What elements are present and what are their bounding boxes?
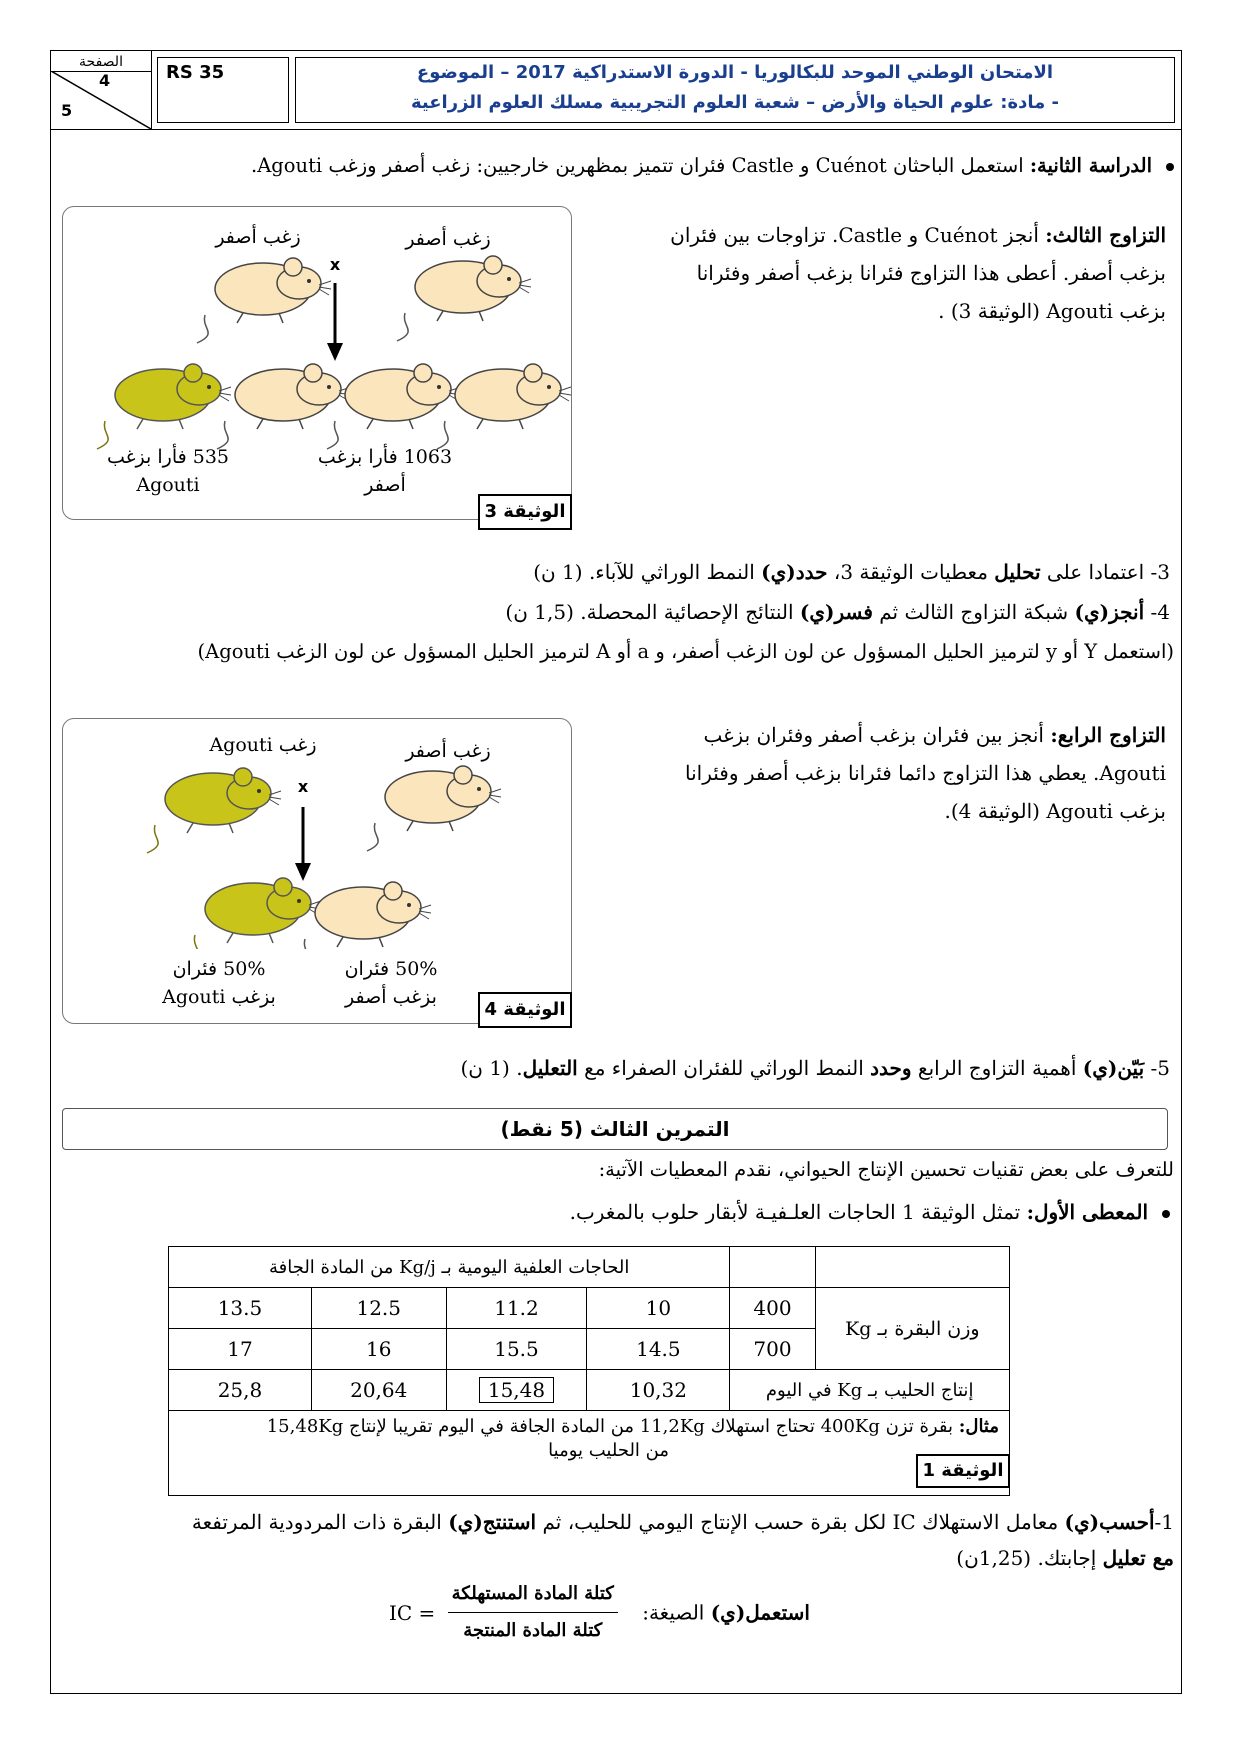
doc4-offspring-yellow-mouse bbox=[297, 882, 431, 949]
q4-pre: 4- bbox=[1144, 600, 1170, 624]
doc3-parent-left-label: زغب أصفر bbox=[215, 226, 301, 248]
doc4-offspring-agouti-mouse bbox=[187, 878, 321, 949]
doc4-parent-mouse-yellow bbox=[367, 766, 501, 851]
doc4-agouti-caption bbox=[139, 955, 299, 1011]
q3-pre: 3- اعتمادا على bbox=[1040, 560, 1170, 584]
given1-title: المعطى الأول: bbox=[1026, 1200, 1148, 1224]
question-4-note: (استعمل Y أو y لترميز الحليل المسؤول عن لون الزغب أصفر، و a أو A لترميز الحليل المسؤول عن لون الزغب Agouti) bbox=[197, 640, 1174, 663]
table-cell: 13.5 bbox=[169, 1288, 312, 1329]
doc3-agouti-caption bbox=[73, 443, 263, 499]
bullet-icon bbox=[1166, 163, 1174, 171]
q4-post: النتائج الإحصائية المحصلة. (1,5 ن) bbox=[505, 600, 800, 624]
question-5 bbox=[64, 1052, 1170, 1084]
doc4-parent-mouse-agouti bbox=[147, 768, 281, 853]
cross3-paragraph bbox=[590, 216, 1166, 330]
given1-text: تمثل الوثيقة 1 الحاجات العلـفيـة لأبقار حلوب بالمغرب. bbox=[569, 1200, 1021, 1224]
doc4-agouti-label: بزغب Agouti bbox=[162, 986, 276, 1008]
cross4-text3: بزغب Agouti (الوثيقة 4). bbox=[944, 799, 1166, 823]
cross3-text3: بزغب Agouti (الوثيقة 3) . bbox=[938, 299, 1166, 323]
q4-bold2: فسر(ي) bbox=[799, 600, 873, 624]
exam-title-box bbox=[295, 57, 1175, 123]
exam-title-line2: - مادة: علوم الحياة والأرض – شعبة العلوم التجريبية مسلك العلوم الزراعية bbox=[410, 92, 1060, 113]
q5-mid: أهمية التزاوج الرابع bbox=[911, 1056, 1083, 1080]
formula-verb: استعمل(ي) bbox=[710, 1600, 810, 1625]
doc4-yellow-caption bbox=[311, 955, 471, 1011]
table-cell: 25,8 bbox=[169, 1370, 312, 1411]
document-4-figure bbox=[62, 718, 572, 1024]
formula-numerator: كتلة المادة المستهلكة bbox=[448, 1578, 618, 1613]
table-cell: 10,32 bbox=[587, 1370, 730, 1411]
q3-bold1: تحليل bbox=[994, 560, 1041, 584]
doc4-yellow-label: بزغب أصفر bbox=[345, 986, 437, 1008]
q1-pre: 1- bbox=[1154, 1510, 1174, 1534]
doc3-yellow-count: 1063 فأرا بزغب bbox=[317, 446, 453, 468]
cross3-text2: بزغب أصفر. أعطى هذا التزاوج فئرانا بزغب أصفر وفئرانا bbox=[696, 261, 1166, 285]
formula-fraction bbox=[448, 1578, 618, 1647]
page-number-box bbox=[51, 51, 152, 129]
table-weight: 400 bbox=[730, 1288, 815, 1329]
doc3-agouti-label: Agouti bbox=[136, 474, 200, 496]
doc3-yellow-caption bbox=[285, 443, 485, 499]
doc3-mice-diagram bbox=[63, 207, 573, 457]
q5-bold1: بَيّن(ي) bbox=[1082, 1056, 1145, 1080]
example-text1: بقرة تزن 400Kg تحتاج استهلاك 11,2Kg من المادة الجافة في اليوم تقريبا لإنتاج 15,48Kg bbox=[266, 1416, 953, 1437]
table-cell: 20,64 bbox=[311, 1370, 446, 1411]
table-cell: 15.5 bbox=[446, 1329, 587, 1370]
table-cell: 10 bbox=[587, 1288, 730, 1329]
table-cell: 17 bbox=[169, 1329, 312, 1370]
doc4-parent-left-label: زغب Agouti bbox=[209, 734, 317, 756]
study2-paragraph bbox=[64, 150, 1174, 182]
table-cell: 16 bbox=[311, 1329, 446, 1370]
q1-bold3: مع تعليل bbox=[1102, 1546, 1174, 1570]
question-4 bbox=[64, 596, 1170, 628]
example-text2: من الحليب يوميا bbox=[548, 1440, 669, 1461]
q3-mid: معطيات الوثيقة 3، bbox=[827, 560, 995, 584]
q5-bold3: التعليل bbox=[522, 1056, 578, 1080]
doc3-cross-symbol: x bbox=[329, 255, 341, 274]
bullet-icon bbox=[1162, 1210, 1170, 1218]
table-milk-label: إنتاج الحليب بـ Kg في اليوم bbox=[730, 1370, 1010, 1411]
table-cell: 14.5 bbox=[587, 1329, 730, 1370]
cross3-text1: أنجز Cuénot و Castle. تزاوجات بين فئران bbox=[670, 223, 1039, 247]
table-cell: 12.5 bbox=[311, 1288, 446, 1329]
page-current: 4 bbox=[99, 71, 111, 90]
exercise-3-title: التمرين الثالث (5 نقط) bbox=[62, 1108, 1168, 1150]
page-label: الصفحة bbox=[51, 53, 151, 72]
doc1-label: الوثيقة 1 bbox=[916, 1454, 1010, 1488]
q4-bold1: أنجز(ي) bbox=[1074, 600, 1145, 624]
q1-bold1: أحسب(ي) bbox=[1064, 1510, 1155, 1534]
q1-mid: معامل الاستهلاك IC لكل بقرة حسب الإنتاج اليومي للحليب، ثم bbox=[536, 1510, 1065, 1534]
exam-header bbox=[50, 50, 1182, 130]
question-1 bbox=[56, 1504, 1174, 1576]
doc4-yellow-pct: 50% فئران bbox=[344, 958, 438, 980]
cross4-text2: Agouti. يعطي هذا التزاوج دائما فئرانا بزغب أصفر وفئرانا bbox=[685, 761, 1166, 785]
doc3-offspring-yellow-mouse-2 bbox=[327, 364, 461, 449]
q3-bold2: حدد(ي) bbox=[761, 560, 828, 584]
question-3 bbox=[64, 556, 1170, 588]
ic-formula bbox=[380, 1578, 810, 1648]
formula-lhs: IC = bbox=[388, 1600, 436, 1625]
q5-post: . (1 ن) bbox=[460, 1056, 523, 1080]
table-weight-label: وزن البقرة بـ Kg bbox=[815, 1288, 1009, 1370]
formula-pre: الصيغة: bbox=[642, 1600, 711, 1625]
cross4-text1: أنجز بين فئران بزغب أصفر وفئران بزغب bbox=[703, 723, 1044, 747]
doc4-agouti-pct: 50% فئران bbox=[172, 958, 266, 980]
doc3-parent-mouse-left bbox=[197, 258, 331, 343]
doc3-offspring-agouti-mouse bbox=[97, 364, 231, 449]
doc3-parent-mouse-right bbox=[397, 256, 531, 341]
q1-post: البقرة ذات المردودية المرتفعة bbox=[191, 1510, 449, 1534]
doc4-mice-diagram bbox=[63, 719, 573, 949]
table-example bbox=[169, 1411, 1010, 1496]
cross3-title: التزاوج الثالث: bbox=[1045, 223, 1166, 247]
doc4-label: الوثيقة 4 bbox=[478, 992, 572, 1028]
example-title: مثال: bbox=[958, 1416, 999, 1437]
cross4-paragraph bbox=[590, 716, 1166, 830]
table-cell: 11.2 bbox=[446, 1288, 587, 1329]
table-header: الحاجات العلفية اليومية بـ Kg/j من المادة الجافة bbox=[169, 1247, 730, 1288]
page-total: 5 bbox=[61, 101, 73, 120]
doc3-agouti-count: 535 فأرا بزغب bbox=[106, 446, 230, 468]
doc3-offspring-yellow-mouse-1 bbox=[217, 364, 351, 449]
q5-pre: 5- bbox=[1144, 1056, 1170, 1080]
given-1 bbox=[64, 1196, 1170, 1228]
q4-mid: شبكة التزاوج الثالث ثم bbox=[872, 600, 1075, 624]
study2-text: استعمل الباحثان Cuénot و Castle فئران تتميز بمظهرين خارجيين: زغب أصفر وزغب Agouti. bbox=[251, 154, 1024, 177]
cross4-title: التزاوج الرابع: bbox=[1050, 723, 1166, 747]
q1-line2: إجابتك. (1,25ن) bbox=[956, 1546, 1103, 1570]
document-3-figure bbox=[62, 206, 572, 520]
study2-title: الدراسة الثانية: bbox=[1029, 154, 1152, 177]
table-weight: 700 bbox=[730, 1329, 815, 1370]
doc3-parent-right-label: زغب أصفر bbox=[405, 228, 491, 250]
q1-bold2: استنتج(ي) bbox=[448, 1510, 537, 1534]
exercise-3-intro: للتعرف على بعض تقنيات تحسين الإنتاج الحيواني، نقدم المعطيات الآتية: bbox=[598, 1158, 1174, 1181]
formula-denominator: كتلة المادة المنتجة bbox=[463, 1620, 603, 1641]
table-cell bbox=[446, 1370, 587, 1411]
doc3-offspring-yellow-mouse-3 bbox=[437, 364, 571, 449]
doc3-yellow-label: أصفر bbox=[364, 474, 406, 496]
doc4-parent-right-label: زغب أصفر bbox=[405, 740, 491, 762]
document-1-table bbox=[168, 1246, 1010, 1496]
q5-mid2: النمط الوراثي للفئران الصفراء مع bbox=[577, 1056, 871, 1080]
q5-bold2: وحدد bbox=[870, 1056, 912, 1080]
exam-code: RS 35 bbox=[157, 57, 289, 123]
doc3-label: الوثيقة 3 bbox=[478, 494, 572, 530]
exam-title-line1: الامتحان الوطني الموحد للبكالوريا - الدورة الاستدراكية 2017 – الموضوع bbox=[416, 62, 1054, 83]
doc4-cross-symbol: x bbox=[297, 777, 309, 796]
table-cell-highlighted: 15,48 bbox=[479, 1377, 554, 1403]
q3-post: النمط الوراثي للآباء. (1 ن) bbox=[533, 560, 762, 584]
